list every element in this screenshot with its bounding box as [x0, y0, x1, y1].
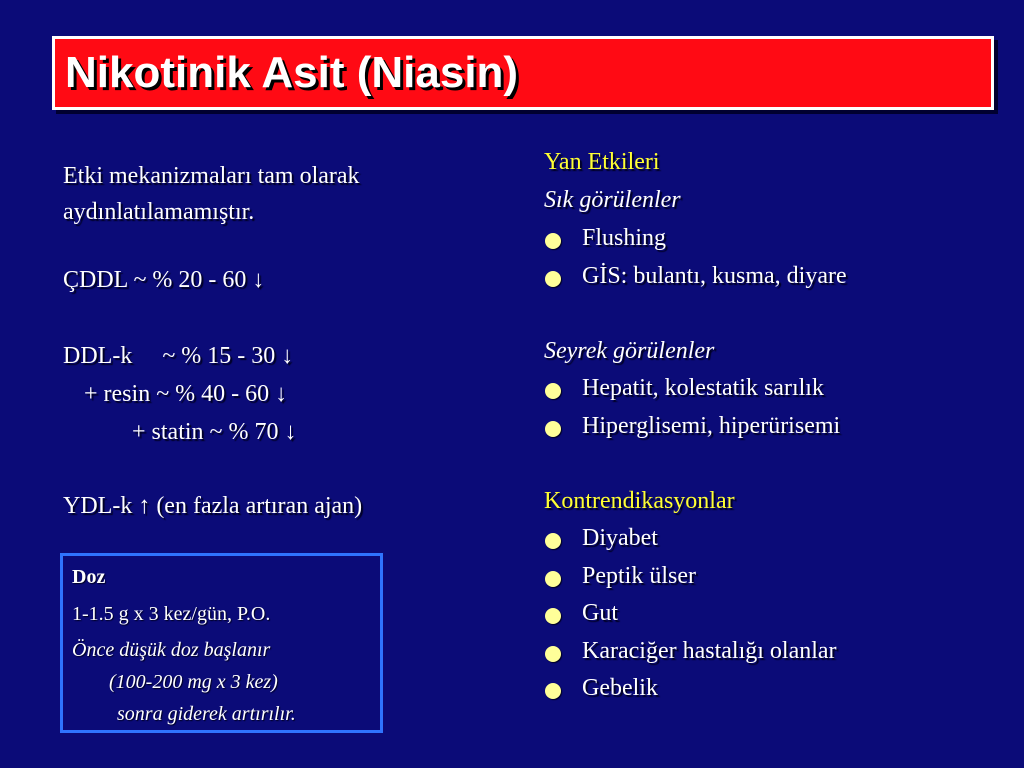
- common-item: Flushing: [582, 225, 667, 251]
- bullet-icon: [545, 646, 561, 662]
- bullet-icon: [545, 271, 561, 287]
- contra-item: Gut: [582, 600, 618, 626]
- bullet-icon: [545, 421, 561, 437]
- title-bar: [52, 36, 994, 110]
- common-item: GİS: bulantı, kusma, diyare: [582, 263, 847, 289]
- dose-line-4: sonra giderek artırılır.: [117, 703, 296, 725]
- contra-item: Gebelik: [582, 675, 658, 701]
- rare-heading: Seyrek görülenler: [544, 338, 715, 364]
- slide-title: Nikotinik Asit (Niasin): [65, 48, 519, 97]
- rare-item: Hepatit, kolestatik sarılık: [582, 375, 824, 401]
- cddl-line: ÇDDL ~ % 20 - 60 ↓: [63, 267, 265, 293]
- bullet-icon: [545, 533, 561, 549]
- mechanism-line-1: Etki mekanizmaları tam olarak: [63, 163, 360, 189]
- mechanism-line-2: aydınlatılamamıştır.: [63, 199, 255, 225]
- dose-heading: Doz: [72, 566, 106, 588]
- bullet-icon: [545, 383, 561, 399]
- resin-line: + resin ~ % 40 - 60 ↓: [84, 381, 288, 407]
- ydlk-line: YDL-k ↑ (en fazla artıran ajan): [63, 493, 363, 519]
- rare-item: Hiperglisemi, hiperürisemi: [582, 413, 841, 439]
- contra-item: Peptik ülser: [582, 563, 696, 589]
- dose-box: [60, 553, 383, 733]
- common-heading: Sık görülenler: [544, 187, 681, 213]
- side-effects-heading: Yan Etkileri: [544, 149, 660, 175]
- dose-line-3: (100-200 mg x 3 kez): [109, 671, 278, 693]
- bullet-icon: [545, 683, 561, 699]
- statin-line: + statin ~ % 70 ↓: [132, 419, 297, 445]
- bullet-icon: [545, 233, 561, 249]
- dose-line-1: 1-1.5 g x 3 kez/gün, P.O.: [72, 603, 271, 625]
- contra-item: Diyabet: [582, 525, 658, 551]
- dose-line-2: Önce düşük doz başlanır: [72, 639, 271, 661]
- bullet-icon: [545, 571, 561, 587]
- contra-item: Karaciğer hastalığı olanlar: [582, 638, 837, 664]
- bullet-icon: [545, 608, 561, 624]
- contraindications-heading: Kontrendikasyonlar: [544, 488, 735, 514]
- ddlk-line: DDL-k ~ % 15 - 30 ↓: [63, 343, 294, 369]
